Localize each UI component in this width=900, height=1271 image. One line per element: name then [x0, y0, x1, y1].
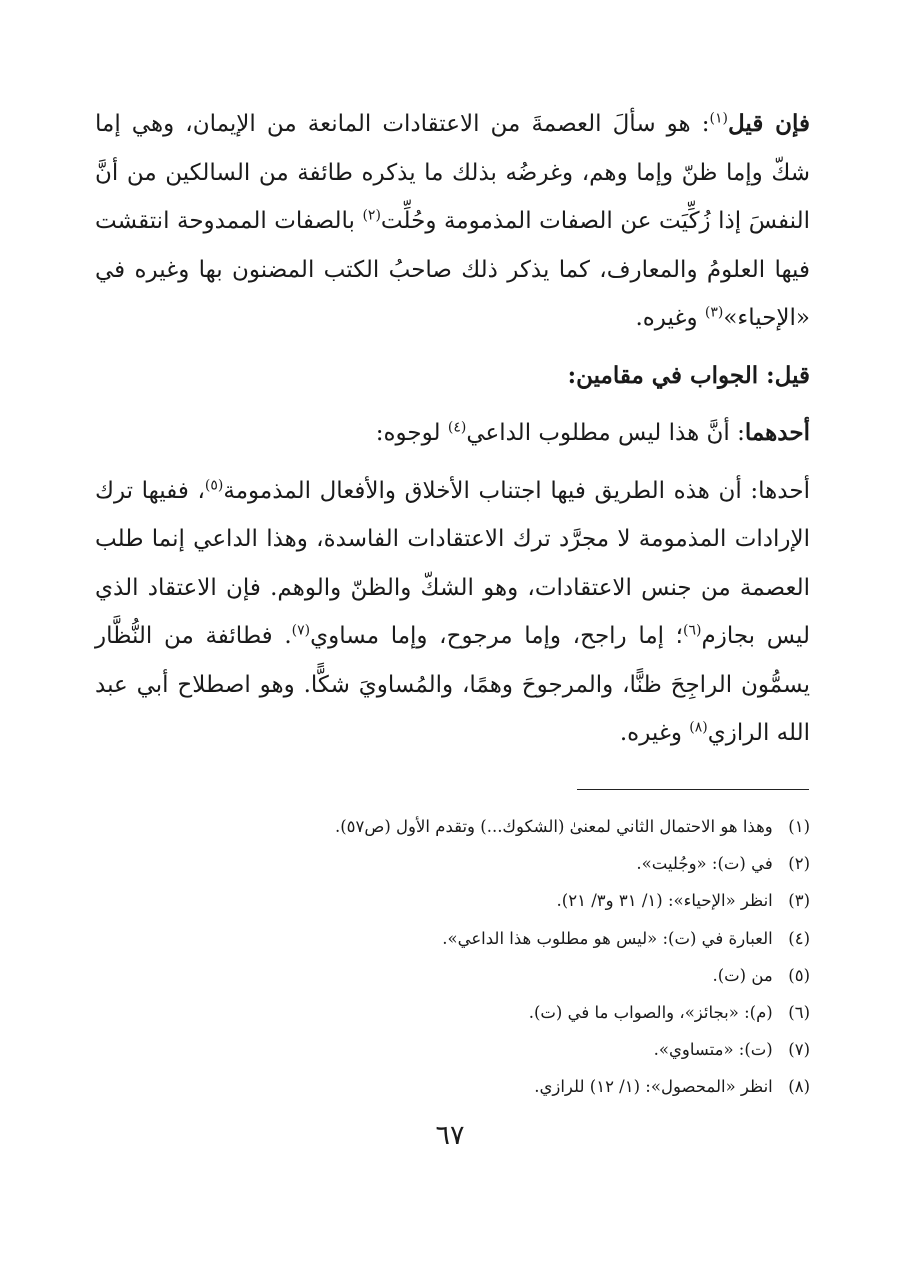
footnote-ref-4: (٤) [447, 419, 467, 436]
footnote-separator [577, 789, 809, 790]
objection-lead: فإن قيل [727, 110, 810, 137]
paragraph-first-station [95, 409, 810, 458]
footnote-3 [95, 882, 810, 919]
footnote-ref-8: (٨) [689, 719, 708, 736]
footnote-number: (٢) [788, 854, 810, 874]
paragraph-objection [95, 100, 810, 343]
footnotes [95, 808, 810, 1106]
footnote-7 [95, 1031, 810, 1068]
paragraph-text: : هو سألَ العصمةَ من الاعتقادات المانعة من الإيمان، وهي إما شكّ وإما ظنّ وإما وهم، وغرضُه بذلك ما يذكره طائفة من السالكين من أنَّ النفسَ إذا زُكِّيَت عن الصفات المذمومة وحُلِّت [95, 111, 810, 234]
footnote-1 [95, 808, 810, 845]
footnote-4 [95, 920, 810, 957]
footnote-text: من (ت). [712, 965, 773, 985]
footnote-ref-5: (٥) [204, 476, 224, 493]
footnote-number: (٣) [788, 891, 810, 911]
footnote-text: في (ت): «وجُليت». [636, 854, 773, 874]
footnote-number: (٧) [788, 1040, 810, 1060]
main-text [95, 100, 810, 758]
answer-heading: قيل: الجواب في مقامين: [567, 361, 810, 389]
paragraph-text: بالصفات الممدوحة انتقشت فيها العلومُ والمعارف، كما يذكر ذلك صاحبُ الكتب المضنون بها وغيره في «الإحياء» [95, 208, 810, 331]
footnote-text: انظر «الإحياء»: (١/ ٣١ و٣/ ٢١). [556, 891, 773, 911]
paragraph-text: وغيره. [635, 305, 705, 331]
footnote-text: وهذا هو الاحتمال الثاني لمعنىٰ (الشكوك...) وتقدم الأول (ص٥٧). [334, 817, 773, 836]
footnote-ref-6: (٦) [683, 622, 702, 639]
paragraph-text: لوجوه: [375, 420, 448, 446]
footnote-6 [95, 994, 810, 1031]
paragraph-text: ، ففيها ترك الإرادات المذمومة لا مجرَّد ترك الاعتقادات الفاسدة، وهذا الداعي إنما طلب العصمة من جنس الاعتقادات، وهو الشكّ والظنّ والوهم. فإن الاعتقاد الذي ليس بجازم [95, 477, 810, 649]
footnote-number: (١) [788, 817, 810, 836]
paragraph-text: وغيره. [619, 720, 690, 746]
footnote-2 [95, 845, 810, 882]
first-station-lead: أحدهما [744, 419, 810, 446]
footnote-ref-7: (٧) [291, 622, 311, 639]
paragraph-answer-heading [95, 352, 810, 401]
footnote-5 [95, 957, 810, 994]
footnote-8 [95, 1068, 810, 1105]
page-number: ٦٧ [435, 1120, 465, 1151]
paragraph-text: ؛ إما راجح، وإما مرجوح، وإما مساوي [310, 623, 683, 649]
paragraph-text: : أنَّ هذا ليس مطلوب الداعي [466, 420, 745, 446]
footnote-number: (٦) [788, 1003, 810, 1023]
paragraph-text: . فطائفة من النُّظَّار يسمُّون الراجِحَ ظنًّا، والمرجوحَ وهمًا، والمُساويَ شكًّا. وهو اصطلاح أبي عبد الله الرازي [95, 623, 810, 746]
footnote-text: (م): «بجائز»، والصواب ما في (ت). [528, 1003, 773, 1023]
footnote-ref-1: (١) [709, 110, 728, 127]
footnote-ref-2: (٢) [362, 207, 381, 224]
paragraph-first-reason [95, 467, 810, 758]
footnote-number: (٨) [788, 1077, 810, 1097]
footnote-number: (٤) [788, 928, 810, 948]
paragraph-text: أحدها: أن هذه الطريق فيها اجتناب الأخلاق والأفعال المذمومة [223, 477, 810, 504]
footnote-ref-3: (٣) [704, 304, 724, 321]
footnote-text: العبارة في (ت): «ليس هو مطلوب هذا الداعي». [442, 928, 773, 948]
footnote-number: (٥) [788, 965, 810, 985]
footnote-text: (ت): «متساوي». [653, 1040, 773, 1060]
footnote-text: انظر «المحصول»: (١/ ١٢) للرازي. [534, 1077, 773, 1097]
